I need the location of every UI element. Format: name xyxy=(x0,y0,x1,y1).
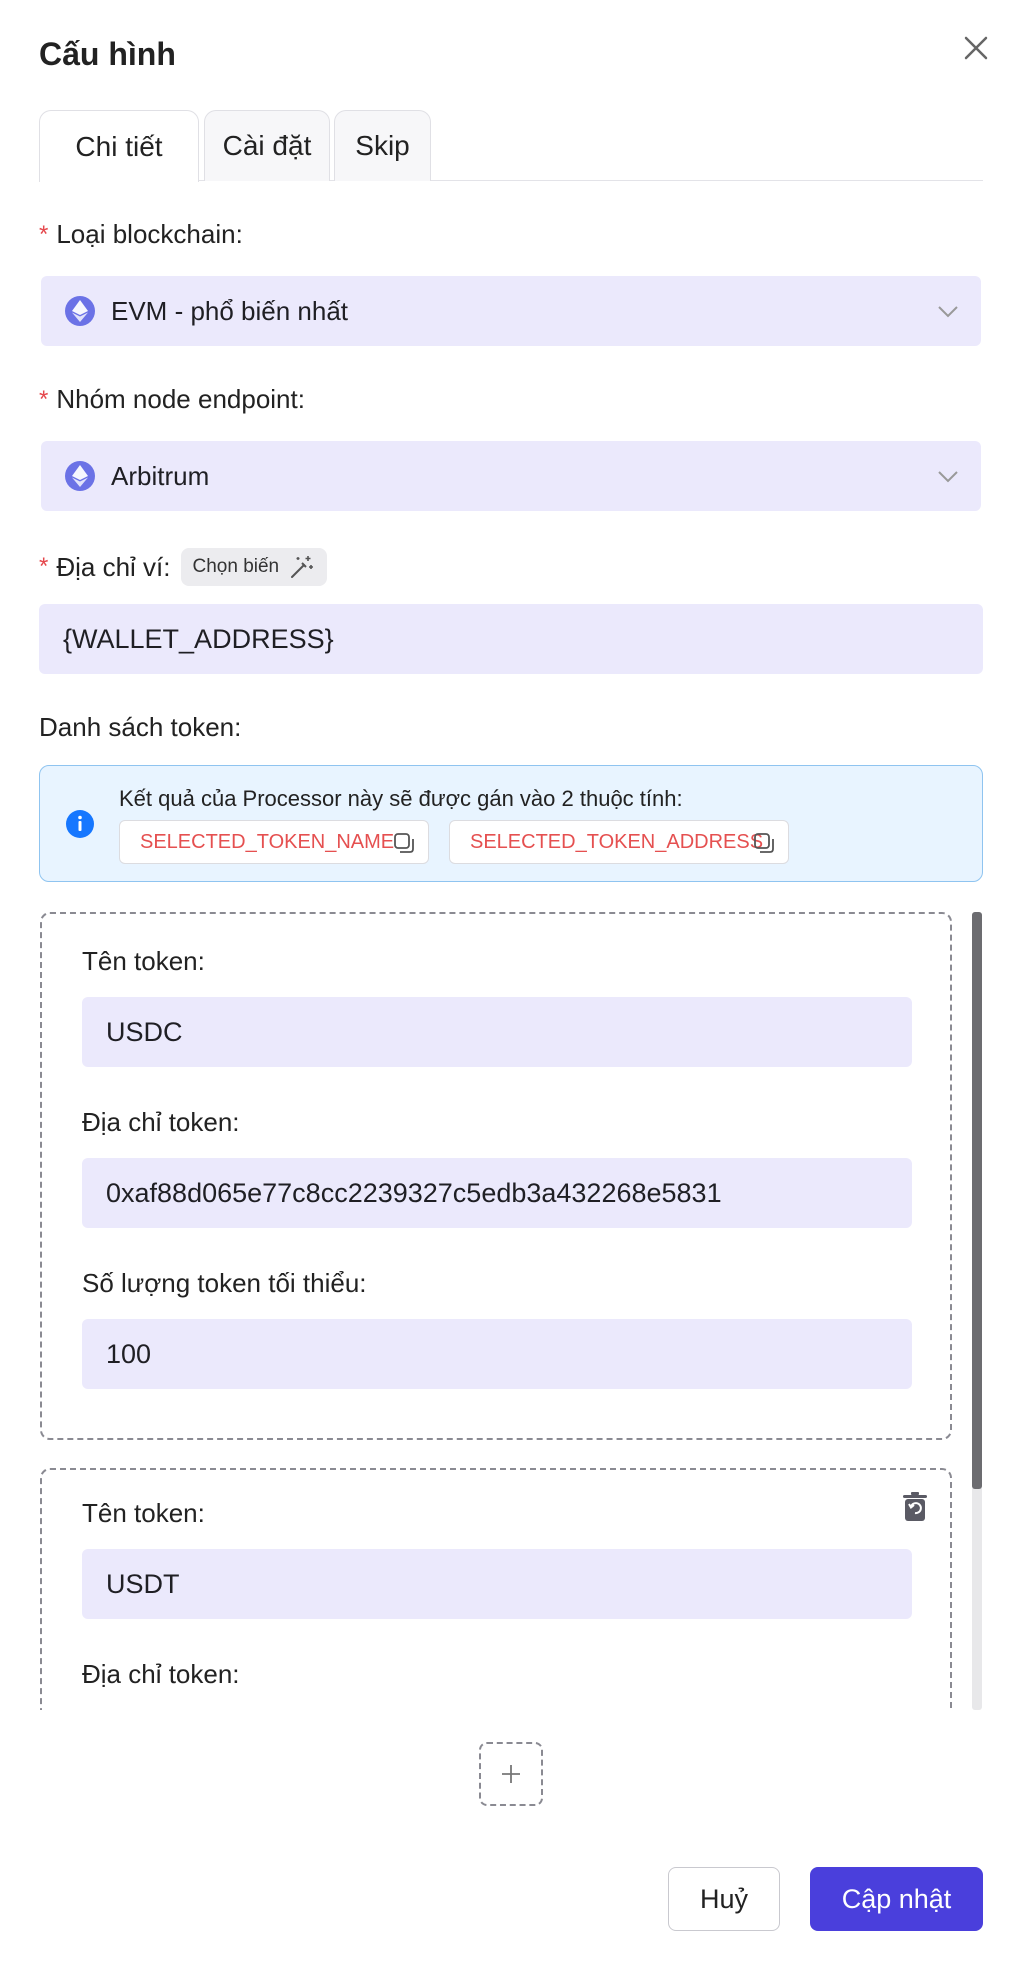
token-card xyxy=(40,1468,952,1710)
node-group-value: Arbitrum xyxy=(111,460,210,491)
chevron-down-icon xyxy=(937,300,959,322)
blockchain-label-text: Loại blockchain: xyxy=(56,219,243,249)
node-group-label-text: Nhóm node endpoint: xyxy=(56,384,305,414)
wallet-label-text: Địa chỉ ví: xyxy=(56,551,171,582)
copy-icon[interactable] xyxy=(752,831,776,855)
token-list-label xyxy=(39,712,241,743)
token-min-amount-input[interactable] xyxy=(82,1319,912,1389)
scrollbar-thumb[interactable] xyxy=(972,912,982,1489)
blockchain-select[interactable] xyxy=(41,276,981,346)
tag-text: SELECTED_TOKEN_ADDRESS xyxy=(470,830,764,853)
node-group-select[interactable] xyxy=(41,441,981,511)
close-icon[interactable] xyxy=(958,30,994,66)
tab-skip[interactable] xyxy=(334,110,431,181)
token-card xyxy=(40,912,952,1440)
info-text: Kết quả của Processor này sẽ được gán vào 2 thuộc tính: xyxy=(119,786,683,811)
token-min-amount-label: Số lượng token tối thiểu: xyxy=(82,1268,367,1298)
tab-bar xyxy=(39,110,983,181)
required-mark: * xyxy=(39,385,49,413)
select-variable-button[interactable] xyxy=(181,548,328,586)
dialog-title: Cấu hình xyxy=(39,36,176,72)
tab-cai-dat[interactable] xyxy=(204,110,330,181)
update-button[interactable]: Cập nhật xyxy=(810,1867,983,1931)
tag-text: SELECTED_TOKEN_NAME xyxy=(140,830,395,853)
copy-icon[interactable] xyxy=(392,831,416,855)
required-mark: * xyxy=(39,553,49,580)
info-alert xyxy=(39,765,983,882)
plus-icon xyxy=(499,1762,523,1786)
token-address-value: 0xaf88d065e77c8cc2239327c5edb3a432268e5831 xyxy=(106,1177,722,1208)
token-name-input[interactable] xyxy=(82,997,912,1067)
token-address-label: Địa chỉ token: xyxy=(82,1659,240,1689)
chip-label: Chọn biến xyxy=(192,556,280,577)
token-name-value: USDT xyxy=(106,1568,180,1599)
wallet-address-value: {WALLET_ADDRESS} xyxy=(63,623,334,654)
token-name-value: USDC xyxy=(106,1016,183,1047)
delete-icon[interactable] xyxy=(902,1492,928,1522)
blockchain-value: EVM - phổ biến nhất xyxy=(111,295,349,326)
add-token-button[interactable] xyxy=(479,1742,543,1806)
wallet-address-input[interactable] xyxy=(39,604,983,674)
magic-wand-icon xyxy=(289,554,315,580)
tab-label: Skip xyxy=(355,130,410,161)
token-name-input[interactable] xyxy=(82,1549,912,1619)
token-min-amount-value: 100 xyxy=(106,1338,152,1369)
ethereum-icon xyxy=(65,296,95,326)
token-list-label-text: Danh sách token: xyxy=(39,712,242,742)
ethereum-icon xyxy=(65,461,95,491)
token-address-input[interactable] xyxy=(82,1158,912,1228)
tab-label: Chi tiết xyxy=(75,130,163,162)
token-address-label: Địa chỉ token: xyxy=(82,1107,240,1137)
selected-token-address-tag[interactable] xyxy=(449,820,789,864)
wallet-label xyxy=(39,548,327,586)
scrollbar-track[interactable] xyxy=(972,912,982,1710)
token-list-scroll-area[interactable] xyxy=(39,910,983,1710)
token-name-label: Tên token: xyxy=(82,1498,205,1528)
required-mark: * xyxy=(39,220,49,248)
chevron-down-icon xyxy=(937,465,959,487)
cancel-button[interactable]: Huỷ xyxy=(668,1867,780,1931)
tab-label: Cài đặt xyxy=(222,130,312,161)
blockchain-label xyxy=(39,219,243,250)
tab-chi-tiet[interactable] xyxy=(39,110,199,182)
selected-token-name-tag[interactable] xyxy=(119,820,429,864)
node-group-label xyxy=(39,384,305,415)
info-icon xyxy=(65,809,95,839)
token-name-label: Tên token: xyxy=(82,946,205,976)
